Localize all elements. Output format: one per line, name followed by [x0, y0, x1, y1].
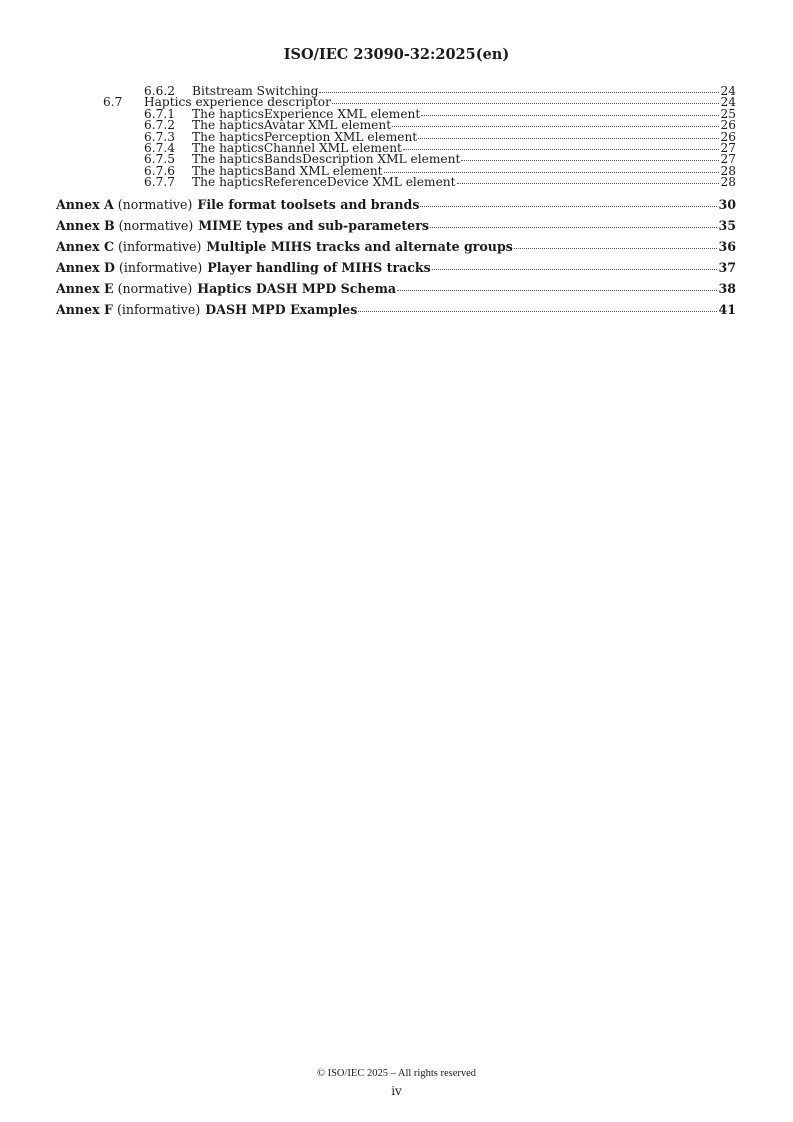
dot-leader [384, 172, 720, 173]
toc-entry-number: 6.7.2 [144, 118, 176, 133]
annex-label: Annex E [56, 280, 114, 296]
dot-leader [319, 92, 719, 93]
copyright-footer: © ISO/IEC 2025 – All rights reserved [316, 1068, 477, 1079]
annex-title: Haptics DASH MPD Schema [197, 280, 397, 296]
toc-entry-page: 27 [720, 141, 736, 156]
toc-entry-number: 6.7.5 [144, 152, 176, 167]
annex-label: Annex F [56, 301, 113, 317]
toc-annex-entry[interactable] [56, 303, 736, 317]
toc-entry-title: The hapticsBand XML element [192, 163, 383, 178]
dot-leader [430, 227, 718, 228]
annex-title: File format toolsets and brands [197, 196, 420, 212]
toc-entry-number: 6.7.7 [144, 175, 176, 190]
dot-leader [432, 269, 718, 270]
toc-entry-page: 26 [720, 118, 736, 133]
dot-leader [332, 103, 720, 104]
toc-entry-number: 6.6.2 [144, 84, 176, 98]
dot-leader [397, 290, 717, 291]
toc-entry-title: The hapticsChannel XML element [192, 141, 402, 156]
toc-annex-entry[interactable] [56, 282, 736, 296]
annex-label: Annex D [56, 259, 115, 275]
table-of-contents [56, 86, 736, 317]
toc-entry-number: 6.7.1 [144, 106, 176, 121]
annex-title: Multiple MIHS tracks and alternate groups [206, 238, 513, 254]
annex-page: 35 [718, 217, 736, 233]
toc-entry-number: 6.7.3 [144, 129, 176, 144]
toc-entry-page: 28 [720, 175, 736, 190]
annex-page: 36 [718, 238, 736, 254]
annex-label: Annex A [56, 196, 114, 212]
annex-label: Annex B [56, 217, 115, 233]
toc-entry-title: The hapticsPerception XML element [192, 129, 418, 144]
dot-leader [421, 115, 719, 116]
dot-leader [358, 311, 717, 312]
toc-entry-number: 6.7 [103, 95, 123, 110]
toc-entry-page: 24 [720, 95, 736, 110]
annex-kind: (normative) [117, 280, 193, 296]
dot-leader [418, 138, 719, 139]
toc-entry-page: 25 [720, 106, 736, 121]
toc-entry-title: The hapticsExperience XML element [192, 106, 421, 121]
toc-annex-entry[interactable] [56, 240, 736, 254]
dot-leader [392, 126, 719, 127]
page-number: iv [391, 1084, 402, 1098]
annex-kind: (informative) [118, 238, 202, 254]
toc-annex-entry[interactable] [56, 219, 736, 233]
annex-title: MIME types and sub-parameters [198, 217, 429, 233]
annex-page: 38 [718, 280, 736, 296]
toc-entry-title: The hapticsBandsDescription XML element [192, 152, 461, 167]
toc-entry-page: 28 [720, 163, 736, 178]
annex-page: 30 [718, 196, 736, 212]
toc-entry-number: 6.7.4 [144, 141, 176, 156]
toc-annex-entry[interactable] [56, 198, 736, 212]
annex-title: Player handling of MIHS tracks [207, 259, 431, 275]
toc-entry-page: 26 [720, 129, 736, 144]
annex-page: 41 [718, 301, 736, 317]
toc-entry-page: 24 [720, 84, 736, 98]
annex-kind: (normative) [118, 217, 194, 233]
toc-entry-title: Bitstream Switching [192, 84, 319, 98]
toc-entry-page: 27 [720, 152, 736, 167]
toc-entry[interactable] [56, 177, 736, 188]
toc-annex-entry[interactable] [56, 261, 736, 275]
dot-leader [403, 149, 720, 150]
annex-page: 37 [718, 259, 736, 275]
toc-entry-title: The hapticsAvatar XML element [192, 118, 392, 133]
annex-label: Annex C [56, 238, 115, 254]
document-header: ISO/IEC 23090-32:2025(en) [283, 46, 510, 63]
annex-kind: (normative) [117, 196, 193, 212]
toc-entry-title: Haptics experience descriptor [144, 95, 331, 110]
dot-leader [514, 248, 718, 249]
annex-kind: (informative) [116, 301, 201, 317]
annex-kind: (informative) [118, 259, 203, 275]
toc-entry-title: The hapticsReferenceDevice XML element [192, 175, 456, 190]
dot-leader [461, 160, 719, 161]
annex-title: DASH MPD Examples [205, 301, 358, 317]
toc-entry-number: 6.7.6 [144, 163, 176, 178]
dot-leader [420, 206, 717, 207]
dot-leader [457, 183, 720, 184]
